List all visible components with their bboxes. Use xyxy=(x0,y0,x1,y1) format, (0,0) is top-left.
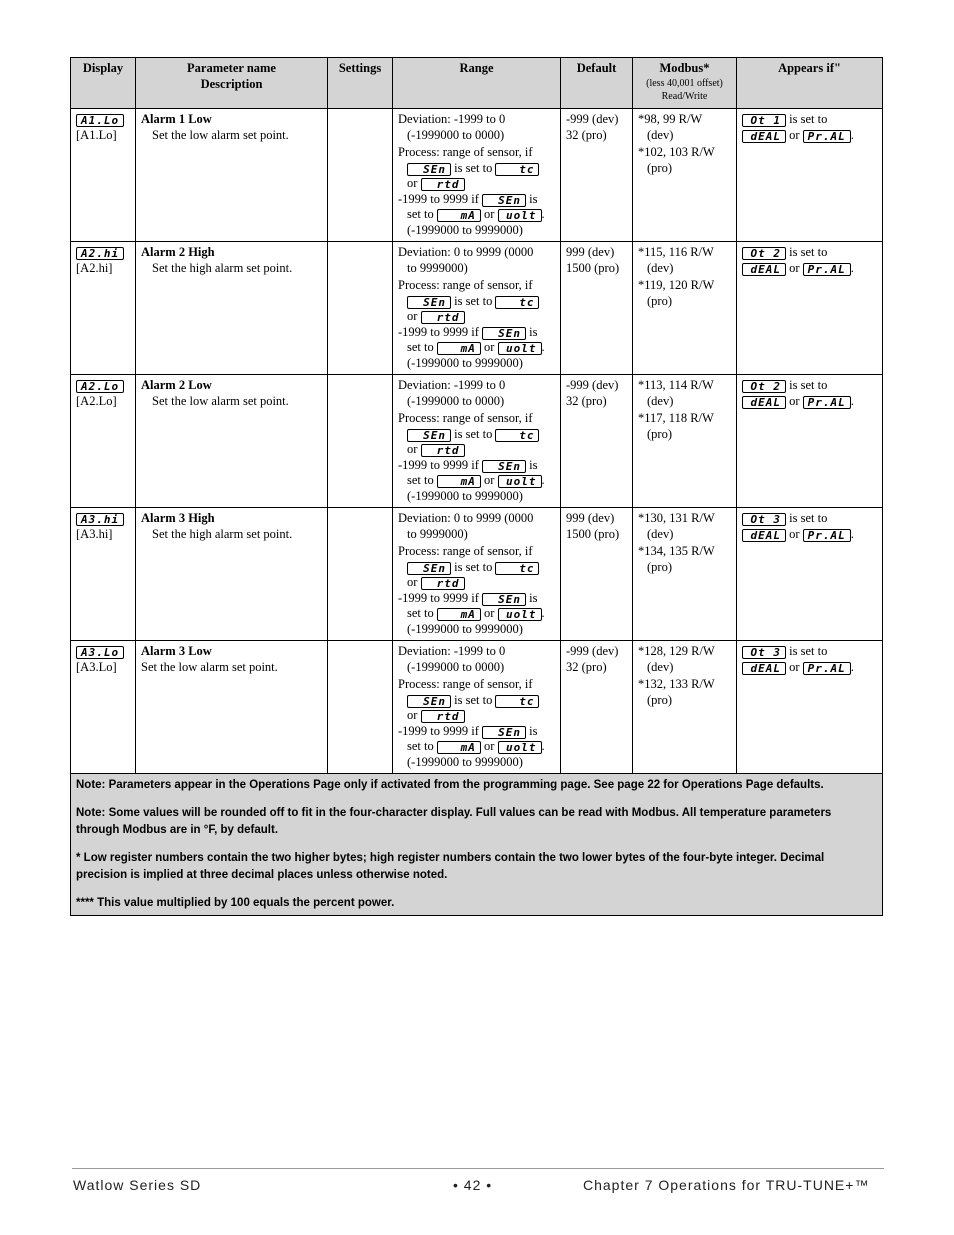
lcd-sen-icon: SEn xyxy=(407,163,451,176)
parameter-description: Set the high alarm set point. xyxy=(152,260,293,275)
parameter-name: Alarm 2 High xyxy=(141,245,215,259)
range-analog-line: -1999 to 9999 if SEn is xyxy=(398,457,538,473)
range-cell xyxy=(393,109,561,242)
lcd-ma-icon: mA xyxy=(437,209,481,222)
header-appears-if: Appears if" xyxy=(737,58,883,109)
appears-if-cell xyxy=(737,109,883,242)
range-rtd-line: or rtd xyxy=(398,442,555,458)
default-cell xyxy=(561,109,633,242)
display-label: [A1.Lo] xyxy=(76,127,117,142)
range-process: Process: range of sensor, if xyxy=(398,411,533,425)
note-percent-power: **** This value multiplied by 100 equals the percent power. xyxy=(76,897,395,909)
range-cell xyxy=(393,375,561,508)
parameter-table xyxy=(70,57,883,916)
default-dev: 999 (dev) xyxy=(566,511,615,525)
modbus-dev-label: (dev) xyxy=(647,260,674,275)
lcd-rtd-icon: rtd xyxy=(421,577,465,590)
modbus-dev-register: *128, 129 R/W xyxy=(638,644,715,658)
range-analog-scaled: (-1999000 to 9999000) xyxy=(407,222,523,237)
lcd-rtd-icon: rtd xyxy=(421,311,465,324)
range-analog-scaled: (-1999000 to 9999000) xyxy=(407,754,523,769)
appears-output-line: Ot 1 is set to xyxy=(742,112,877,128)
parameter-name: Alarm 2 Low xyxy=(141,378,212,392)
modbus-pro-register: *132, 133 R/W xyxy=(638,677,715,691)
lcd-tc-icon: tc xyxy=(495,562,539,575)
lcd-sen-icon: SEn xyxy=(407,296,451,309)
default-dev: -999 (dev) xyxy=(566,112,619,126)
range-cell xyxy=(393,508,561,641)
notes-row xyxy=(71,774,883,916)
lcd-display-icon: A2.Lo xyxy=(76,380,124,393)
lcd-volt-icon: uolt xyxy=(498,608,542,621)
modbus-cell xyxy=(633,641,737,774)
default-pro: 32 (pro) xyxy=(566,659,607,674)
notes-cell xyxy=(71,774,883,916)
appears-output-line: Ot 2 is set to xyxy=(742,245,877,261)
range-deviation-scaled: (-1999000 to 0000) xyxy=(407,393,505,408)
parameter-name: Alarm 1 Low xyxy=(141,112,212,126)
lcd-output-icon: Ot 3 xyxy=(742,513,786,526)
lcd-display-icon: A1.Lo xyxy=(76,114,124,127)
default-dev: -999 (dev) xyxy=(566,644,619,658)
display-cell xyxy=(71,109,136,242)
appears-output-line: Ot 2 is set to xyxy=(742,378,877,394)
settings-cell xyxy=(328,242,393,375)
display-cell xyxy=(71,508,136,641)
lcd-tc-icon: tc xyxy=(495,429,539,442)
range-sensor-line: SEn is set to tc xyxy=(398,693,555,709)
modbus-pro-register: *134, 135 R/W xyxy=(638,544,715,558)
default-pro: 1500 (pro) xyxy=(566,526,620,541)
table-row xyxy=(71,109,883,242)
default-dev: 999 (dev) xyxy=(566,245,615,259)
display-label: [A3.hi] xyxy=(76,526,113,541)
parameter-name: Alarm 3 High xyxy=(141,511,215,525)
modbus-dev-label: (dev) xyxy=(647,393,674,408)
parameter-cell xyxy=(136,242,328,375)
lcd-deal-icon: dEAL xyxy=(742,263,786,276)
range-sensor-line: SEn is set to tc xyxy=(398,427,555,443)
lcd-sen-icon: SEn xyxy=(407,562,451,575)
range-analog-types: set to mA or uolt . xyxy=(407,473,545,488)
modbus-pro-register: *117, 118 R/W xyxy=(638,411,714,425)
range-analog-types: set to mA or uolt . xyxy=(407,340,545,355)
lcd-display-icon: A3.hi xyxy=(76,513,124,526)
table-row xyxy=(71,242,883,375)
note-register-bytes: * Low register numbers contain the two higher bytes; high register numbers contain the two lower bytes of the four-byte integer. Decimal precision is implied at three decimal places unless otherwise noted. xyxy=(76,852,825,881)
modbus-pro-label: (pro) xyxy=(647,160,672,175)
header-settings: Settings xyxy=(328,58,393,109)
footer-left: Watlow Series SD xyxy=(73,1177,202,1193)
lcd-sen-icon: SEn xyxy=(482,593,526,606)
parameter-cell xyxy=(136,375,328,508)
range-deviation-scaled: (-1999000 to 0000) xyxy=(407,127,505,142)
default-pro: 32 (pro) xyxy=(566,127,607,142)
modbus-dev-label: (dev) xyxy=(647,526,674,541)
range-process: Process: range of sensor, if xyxy=(398,544,533,558)
settings-cell xyxy=(328,375,393,508)
range-analog-line: -1999 to 9999 if SEn is xyxy=(398,723,538,739)
range-process: Process: range of sensor, if xyxy=(398,278,533,292)
range-analog-types: set to mA or uolt . xyxy=(407,739,545,754)
parameter-description: Set the high alarm set point. xyxy=(152,526,293,541)
range-deviation: Deviation: 0 to 9999 (0000 xyxy=(398,245,534,259)
modbus-dev-register: *98, 99 R/W xyxy=(638,112,703,126)
lcd-rtd-icon: rtd xyxy=(421,710,465,723)
table-header-row xyxy=(71,58,883,109)
lcd-volt-icon: uolt xyxy=(498,209,542,222)
header-modbus: Modbus* (less 40,001 offset) Read/Write xyxy=(633,58,737,109)
lcd-tc-icon: tc xyxy=(495,695,539,708)
range-deviation: Deviation: -1999 to 0 xyxy=(398,644,506,658)
note-operations-page: Note: Parameters appear in the Operations Page only if activated from the programming page. See page 22 for Operations Page defaults. xyxy=(76,779,824,791)
lcd-ma-icon: mA xyxy=(437,608,481,621)
range-deviation-scaled: to 9999000) xyxy=(407,260,468,275)
lcd-ma-icon: mA xyxy=(437,475,481,488)
settings-cell xyxy=(328,109,393,242)
range-analog-line: -1999 to 9999 if SEn is xyxy=(398,590,538,606)
lcd-sen-icon: SEn xyxy=(482,726,526,739)
default-cell xyxy=(561,641,633,774)
lcd-pral-icon: Pr.AL xyxy=(803,130,851,143)
modbus-dev-register: *113, 114 R/W xyxy=(638,378,714,392)
lcd-ma-icon: mA xyxy=(437,741,481,754)
range-process: Process: range of sensor, if xyxy=(398,677,533,691)
appears-output-line: Ot 3 is set to xyxy=(742,511,877,527)
appears-if-cell xyxy=(737,641,883,774)
range-deviation-scaled: (-1999000 to 0000) xyxy=(407,659,505,674)
lcd-tc-icon: tc xyxy=(495,296,539,309)
default-cell xyxy=(561,375,633,508)
range-process: Process: range of sensor, if xyxy=(398,145,533,159)
lcd-rtd-icon: rtd xyxy=(421,178,465,191)
range-deviation-scaled: to 9999000) xyxy=(407,526,468,541)
header-default: Default xyxy=(561,58,633,109)
lcd-rtd-icon: rtd xyxy=(421,444,465,457)
modbus-dev-register: *115, 116 R/W xyxy=(638,245,714,259)
lcd-volt-icon: uolt xyxy=(498,475,542,488)
default-pro: 32 (pro) xyxy=(566,393,607,408)
table-row xyxy=(71,508,883,641)
modbus-dev-label: (dev) xyxy=(647,659,674,674)
range-analog-types: set to mA or uolt . xyxy=(407,606,545,621)
appears-output-line: Ot 3 is set to xyxy=(742,644,877,660)
display-cell xyxy=(71,375,136,508)
appears-if-cell xyxy=(737,508,883,641)
display-label: [A2.hi] xyxy=(76,260,113,275)
range-analog-scaled: (-1999000 to 9999000) xyxy=(407,488,523,503)
table-body xyxy=(71,109,883,774)
lcd-output-icon: Ot 2 xyxy=(742,247,786,260)
display-label: [A3.Lo] xyxy=(76,659,117,674)
range-rtd-line: or rtd xyxy=(398,309,555,325)
modbus-pro-label: (pro) xyxy=(647,426,672,441)
modbus-dev-label: (dev) xyxy=(647,127,674,142)
range-cell xyxy=(393,242,561,375)
footer-chapter: Chapter 7 Operations for TRU-TUNE+™ xyxy=(583,1177,870,1193)
appears-alarm-type-line: dEAL or Pr.AL . xyxy=(742,261,877,277)
range-sensor-line: SEn is set to tc xyxy=(398,161,555,177)
lcd-ma-icon: mA xyxy=(437,342,481,355)
header-display: Display xyxy=(71,58,136,109)
table-row xyxy=(71,375,883,508)
header-range: Range xyxy=(393,58,561,109)
display-cell xyxy=(71,242,136,375)
range-analog-types: set to mA or uolt . xyxy=(407,207,545,222)
lcd-sen-icon: SEn xyxy=(407,429,451,442)
lcd-output-icon: Ot 2 xyxy=(742,380,786,393)
lcd-pral-icon: Pr.AL xyxy=(803,529,851,542)
lcd-sen-icon: SEn xyxy=(482,460,526,473)
range-analog-scaled: (-1999000 to 9999000) xyxy=(407,621,523,636)
lcd-pral-icon: Pr.AL xyxy=(803,396,851,409)
lcd-sen-icon: SEn xyxy=(482,194,526,207)
lcd-volt-icon: uolt xyxy=(498,741,542,754)
modbus-pro-register: *119, 120 R/W xyxy=(638,278,715,292)
lcd-deal-icon: dEAL xyxy=(742,529,786,542)
lcd-output-icon: Ot 3 xyxy=(742,646,786,659)
default-cell xyxy=(561,242,633,375)
range-rtd-line: or rtd xyxy=(398,708,555,724)
parameter-description: Set the low alarm set point. xyxy=(141,659,278,674)
lcd-output-icon: Ot 1 xyxy=(742,114,786,127)
range-rtd-line: or rtd xyxy=(398,176,555,192)
settings-cell xyxy=(328,508,393,641)
range-analog-scaled: (-1999000 to 9999000) xyxy=(407,355,523,370)
lcd-sen-icon: SEn xyxy=(407,695,451,708)
parameter-name: Alarm 3 Low xyxy=(141,644,212,658)
appears-alarm-type-line: dEAL or Pr.AL . xyxy=(742,394,877,410)
appears-if-cell xyxy=(737,242,883,375)
appears-alarm-type-line: dEAL or Pr.AL . xyxy=(742,527,877,543)
range-rtd-line: or rtd xyxy=(398,575,555,591)
note-rounding: Note: Some values will be rounded off to fit in the four-character display. Full values can be read with Modbus. All temperature parameters through Modbus are in °F, by default. xyxy=(76,807,832,836)
parameter-description: Set the low alarm set point. xyxy=(152,127,289,142)
lcd-display-icon: A3.Lo xyxy=(76,646,124,659)
lcd-deal-icon: dEAL xyxy=(742,662,786,675)
default-dev: -999 (dev) xyxy=(566,378,619,392)
lcd-tc-icon: tc xyxy=(495,163,539,176)
range-deviation: Deviation: -1999 to 0 xyxy=(398,378,506,392)
range-cell xyxy=(393,641,561,774)
display-label: [A2.Lo] xyxy=(76,393,117,408)
appears-alarm-type-line: dEAL or Pr.AL . xyxy=(742,128,877,144)
parameter-cell xyxy=(136,109,328,242)
modbus-cell xyxy=(633,109,737,242)
display-cell xyxy=(71,641,136,774)
parameter-description: Set the low alarm set point. xyxy=(152,393,289,408)
range-analog-line: -1999 to 9999 if SEn is xyxy=(398,191,538,207)
default-cell xyxy=(561,508,633,641)
header-parameter: Parameter name Description xyxy=(136,58,328,109)
range-deviation: Deviation: 0 to 9999 (0000 xyxy=(398,511,534,525)
footer-divider xyxy=(72,1168,884,1169)
lcd-pral-icon: Pr.AL xyxy=(803,263,851,276)
modbus-pro-register: *102, 103 R/W xyxy=(638,145,715,159)
modbus-pro-label: (pro) xyxy=(647,559,672,574)
parameter-cell xyxy=(136,641,328,774)
modbus-cell xyxy=(633,242,737,375)
range-sensor-line: SEn is set to tc xyxy=(398,560,555,576)
range-analog-line: -1999 to 9999 if SEn is xyxy=(398,324,538,340)
range-deviation: Deviation: -1999 to 0 xyxy=(398,112,506,126)
parameter-cell xyxy=(136,508,328,641)
lcd-deal-icon: dEAL xyxy=(742,130,786,143)
table-row xyxy=(71,641,883,774)
settings-cell xyxy=(328,641,393,774)
modbus-cell xyxy=(633,375,737,508)
lcd-sen-icon: SEn xyxy=(482,327,526,340)
modbus-cell xyxy=(633,508,737,641)
appears-alarm-type-line: dEAL or Pr.AL . xyxy=(742,660,877,676)
lcd-pral-icon: Pr.AL xyxy=(803,662,851,675)
lcd-deal-icon: dEAL xyxy=(742,396,786,409)
default-pro: 1500 (pro) xyxy=(566,260,620,275)
modbus-dev-register: *130, 131 R/W xyxy=(638,511,715,525)
modbus-pro-label: (pro) xyxy=(647,692,672,707)
modbus-pro-label: (pro) xyxy=(647,293,672,308)
range-sensor-line: SEn is set to tc xyxy=(398,294,555,310)
lcd-display-icon: A2.hi xyxy=(76,247,124,260)
lcd-volt-icon: uolt xyxy=(498,342,542,355)
appears-if-cell xyxy=(737,375,883,508)
footer-page-number: • 42 • xyxy=(453,1177,493,1193)
